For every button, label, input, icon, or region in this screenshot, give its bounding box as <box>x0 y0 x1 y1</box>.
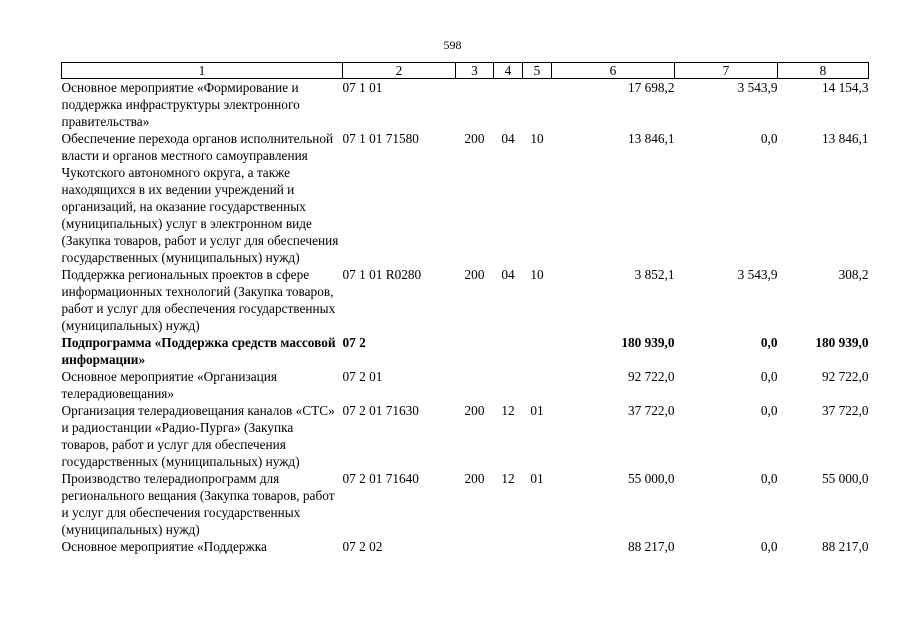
table-row <box>62 334 869 368</box>
item-name: Обеспечение перехода органов исполнительной власти и органов местного самоуправления Чукотского автономного округа, а также находящихся в их ведении учреждений и организаций, на оказание государственных (муниципальных) услуг в электронном виде (Закупка товаров, работ и услуг для обеспечения государственных (муниципальных) нужд) <box>61 131 339 265</box>
item-name-cell <box>62 79 343 131</box>
header-col-2: 2 <box>343 63 456 79</box>
amount-column-7: 0,0 <box>760 369 778 384</box>
subsection-code: 01 <box>530 471 544 486</box>
header-col-4: 4 <box>494 63 523 79</box>
section-code: 04 <box>501 131 515 146</box>
header-col-7: 7 <box>675 63 778 79</box>
amount-column-8: 92 722,0 <box>821 369 869 384</box>
amount-column-7: 0,0 <box>760 131 778 146</box>
amount-column-7: 0,0 <box>760 539 778 554</box>
classification-code: 07 1 01 <box>342 80 383 95</box>
expense-type-code <box>456 538 494 555</box>
expense-type-code: 200 <box>464 403 485 418</box>
item-name: Основное мероприятие «Организация телерадиовещания» <box>61 369 277 401</box>
header-col-5: 5 <box>523 63 552 79</box>
expense-type-code: 200 <box>464 471 485 486</box>
budget-table <box>61 62 869 555</box>
expense-type-code <box>456 79 494 131</box>
item-name-cell <box>62 470 343 538</box>
item-name-cell <box>62 402 343 470</box>
section-code <box>494 368 523 402</box>
item-name-cell <box>62 368 343 402</box>
subsection-code: 10 <box>530 131 544 146</box>
amount-column-8: 308,2 <box>838 267 869 282</box>
expense-type-code <box>456 368 494 402</box>
amount-column-8: 180 939,0 <box>815 335 869 350</box>
table-row <box>62 470 869 538</box>
table-row <box>62 130 869 266</box>
table-row <box>62 266 869 334</box>
subsection-code <box>523 368 552 402</box>
expense-type-code: 200 <box>464 267 485 282</box>
table-row <box>62 368 869 402</box>
amount-total: 17 698,2 <box>627 80 675 95</box>
section-code <box>494 334 523 368</box>
section-code <box>494 79 523 131</box>
item-name: Основное мероприятие «Поддержка <box>61 539 267 554</box>
header-col-6: 6 <box>552 63 675 79</box>
section-code: 12 <box>501 471 515 486</box>
subsection-code: 10 <box>530 267 544 282</box>
item-name: Производство телерадиопрограмм для регионального вещания (Закупка товаров, работ и услуг для обеспечения государственных (муниципальных) нужд) <box>61 471 335 537</box>
table-row <box>62 79 869 131</box>
item-name: Организация телерадиовещания каналов «СТС» и радиостанции «Радио-Пурга» (Закупка товаров, работ и услуг для обеспечения государственных (муниципальных) нужд) <box>61 403 335 469</box>
section-code: 04 <box>501 267 515 282</box>
classification-code: 07 2 <box>342 335 366 350</box>
item-name-cell <box>62 130 343 266</box>
section-code <box>494 538 523 555</box>
table-body <box>62 79 869 556</box>
amount-total: 55 000,0 <box>627 471 675 486</box>
classification-code: 07 2 02 <box>342 539 383 554</box>
item-name: Поддержка региональных проектов в сфере информационных технологий (Закупка товаров, работ и услуг для обеспечения государственных (муниципальных) нужд) <box>61 267 336 333</box>
table-row <box>62 538 869 555</box>
amount-column-8: 14 154,3 <box>821 80 869 95</box>
classification-code: 07 2 01 71630 <box>342 403 419 418</box>
amount-total: 37 722,0 <box>627 403 675 418</box>
classification-code: 07 1 01 71580 <box>342 131 419 146</box>
amount-column-8: 88 217,0 <box>821 539 869 554</box>
expense-type-code <box>456 334 494 368</box>
amount-column-8: 55 000,0 <box>821 471 869 486</box>
classification-code: 07 2 01 <box>342 369 383 384</box>
item-name-cell <box>62 334 343 368</box>
header-col-8: 8 <box>778 63 869 79</box>
subsection-code <box>523 334 552 368</box>
header-col-1: 1 <box>62 63 343 79</box>
amount-total: 88 217,0 <box>627 539 675 554</box>
section-code: 12 <box>501 403 515 418</box>
subsection-code <box>523 538 552 555</box>
classification-code: 07 2 01 71640 <box>342 471 419 486</box>
subsection-code: 01 <box>530 403 544 418</box>
amount-total: 92 722,0 <box>627 369 675 384</box>
classification-code: 07 1 01 R0280 <box>342 267 422 282</box>
item-name: Основное мероприятие «Формирование и поддержка инфраструктуры электронного правительства» <box>61 80 300 129</box>
item-name: Подпрограмма «Поддержка средств массовой информации» <box>61 335 336 367</box>
header-row <box>62 63 869 79</box>
item-name-cell <box>62 538 343 555</box>
header-col-3: 3 <box>456 63 494 79</box>
amount-column-7: 3 543,9 <box>737 80 778 95</box>
amount-column-7: 0,0 <box>760 335 778 350</box>
expense-type-code: 200 <box>464 131 485 146</box>
amount-column-7: 0,0 <box>760 403 778 418</box>
amount-total: 13 846,1 <box>627 131 675 146</box>
amount-total: 3 852,1 <box>634 267 675 282</box>
table-row <box>62 402 869 470</box>
subsection-code <box>523 79 552 131</box>
amount-column-7: 3 543,9 <box>737 267 778 282</box>
amount-column-8: 37 722,0 <box>821 403 869 418</box>
amount-column-7: 0,0 <box>760 471 778 486</box>
amount-total: 180 939,0 <box>621 335 675 350</box>
amount-column-8: 13 846,1 <box>821 131 869 146</box>
page-number: 598 <box>443 38 462 52</box>
item-name-cell <box>62 266 343 334</box>
